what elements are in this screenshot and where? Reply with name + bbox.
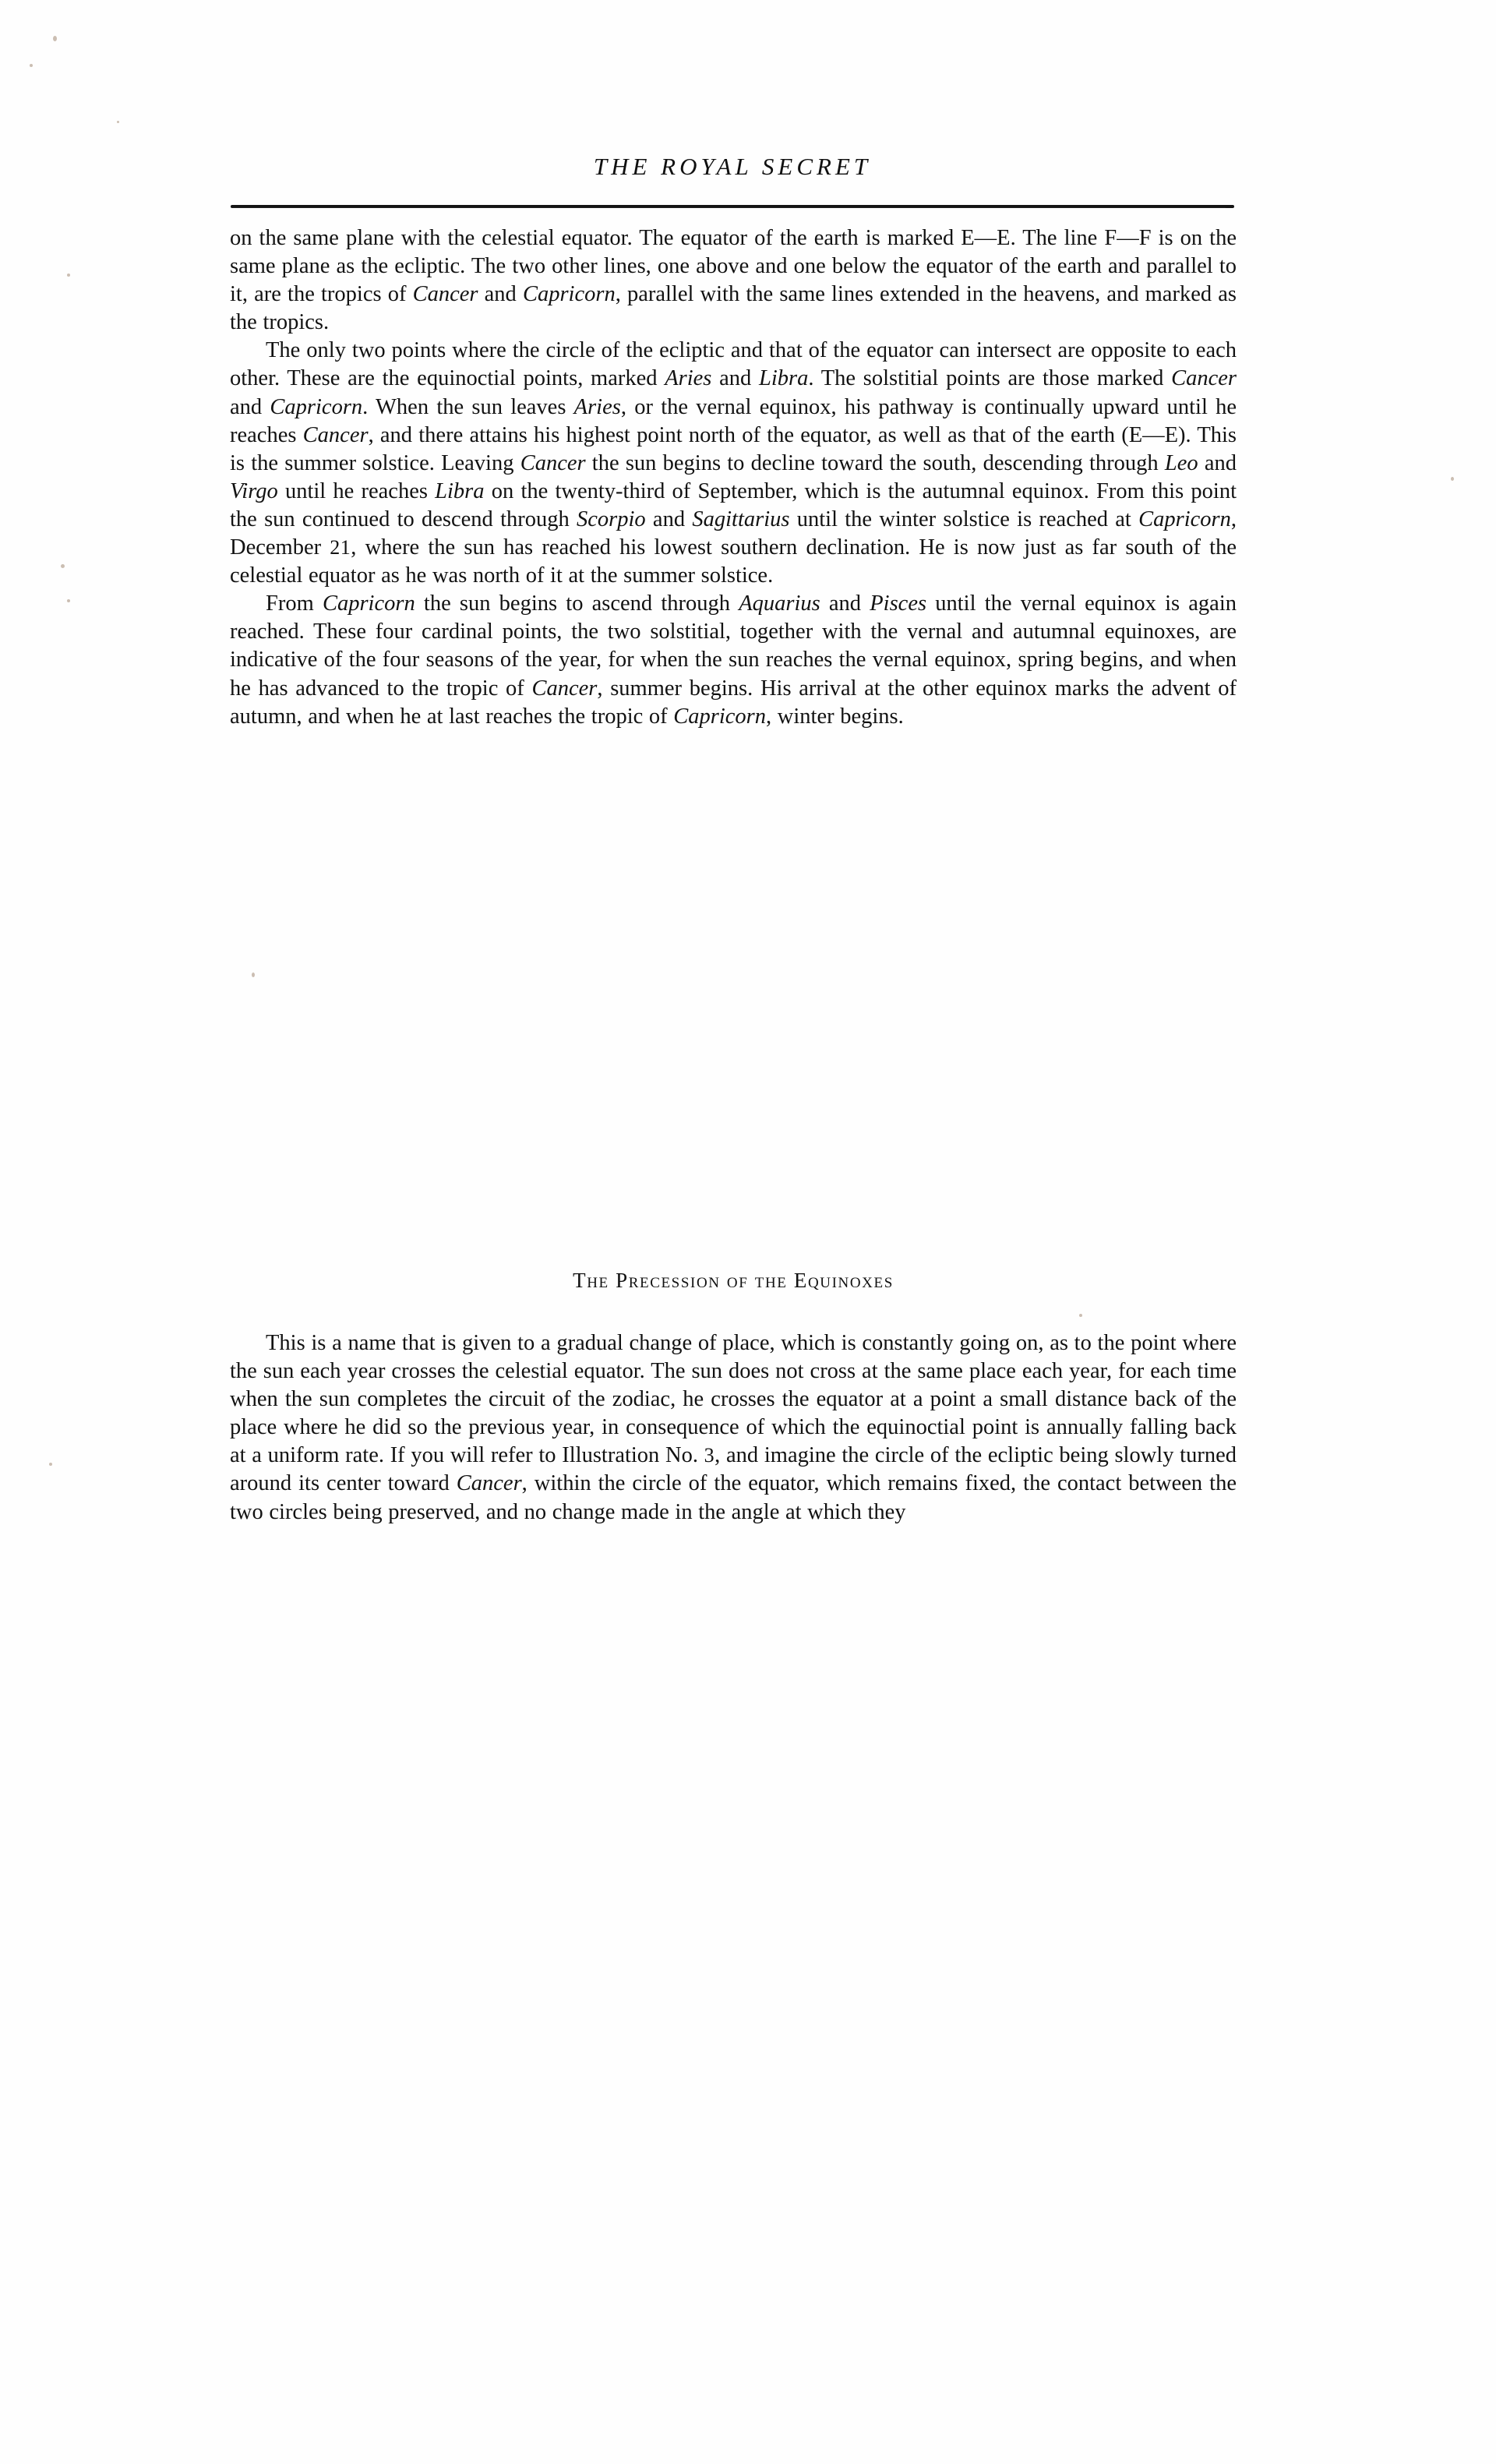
section-heading: The Precession of the Equinoxes: [573, 1269, 894, 1292]
scan-speck: [67, 274, 70, 277]
text-run: , and there attains his highest point north of the equator, as well as that of the earth (E—E). This is the summer solstice. Leaving: [230, 422, 1237, 475]
scan-speck: [252, 973, 255, 977]
italic-term: Pisces: [870, 591, 927, 616]
text-run: , within the circle of the equator, which remains fixed, the contact between the two circles being preserved, and no change made in the angle at which they: [230, 1471, 1237, 1524]
body-text-column-bottom: [230, 1329, 1237, 1527]
italic-term: Capricorn: [270, 394, 363, 419]
body-text-column-top: [230, 224, 1237, 731]
text-run: and: [478, 282, 523, 307]
italic-term: Libra: [435, 478, 485, 503]
italic-term: Sagittarius: [692, 507, 790, 531]
scan-speck: [117, 121, 119, 123]
text-run: until the vernal equinox is again reached. These four cardinal points, the two solstitial, together with the vernal and autumnal equinoxes, are indicative of the four seasons of the year, for when the sun reaches the vernal equinox, spring begins, and when he has advanced to the tropic of: [230, 591, 1237, 701]
italic-term: Aries: [573, 394, 621, 419]
text-run: , winter begins.: [766, 704, 904, 729]
text-run: and: [230, 394, 270, 419]
para-1: [230, 224, 1237, 337]
scan-speck: [49, 1463, 52, 1466]
text-run: on the twenty-third of September, which is the autumnal equinox. From this point the sun continued to descend through: [230, 478, 1237, 531]
italic-term: Aries: [665, 366, 712, 391]
scan-speck: [67, 599, 70, 602]
scan-speck: [1079, 1314, 1082, 1317]
italic-term: Cancer: [1171, 366, 1237, 391]
text-run: on the same plane with the celestial equator. The equator of the earth is marked E—E. The line F—F is on the same plane as the ecliptic. The two other lines, one above and one below the equator of the earth and parallel to it, are the tropics of: [230, 226, 1237, 307]
italic-term: Cancer: [412, 282, 478, 307]
text-run: and: [711, 366, 760, 391]
italic-term: Cancer: [531, 676, 598, 701]
oldstyle-numeral: 21: [330, 536, 351, 560]
italic-term: Virgo: [230, 478, 278, 503]
italic-term: Capricorn: [522, 282, 616, 307]
text-run: , December: [230, 507, 1237, 560]
text-run: and: [820, 591, 870, 616]
text-run: From: [266, 591, 323, 616]
text-run: . When the sun leaves: [362, 394, 574, 419]
text-run: and: [645, 507, 693, 531]
text-run: and: [1198, 450, 1237, 475]
text-run: the sun begins to decline toward the south, descending through: [585, 450, 1165, 475]
header-rule: [231, 205, 1234, 208]
text-run: , and imagine the circle of the ecliptic being slowly turned around its center toward: [230, 1443, 1237, 1496]
italic-term: Capricorn: [673, 704, 767, 729]
text-run: until he reaches: [277, 478, 436, 503]
text-run: . The solstitial points are those marked: [808, 366, 1172, 391]
italic-term: Aquarius: [739, 591, 820, 616]
scan-speck: [53, 36, 57, 41]
italic-term: Scorpio: [577, 507, 646, 531]
italic-term: Cancer: [302, 422, 369, 447]
para-2: [230, 337, 1237, 590]
text-run: until the winter solstice is reached at: [789, 507, 1139, 531]
running-head-title: THE ROYAL SECRET: [593, 153, 872, 180]
para-4: [230, 1329, 1237, 1527]
text-run: , where the sun has reached his lowest southern declination. He is now just as far south of the celestial equator as he was north of it at the summer solstice.: [230, 535, 1237, 588]
scan-speck: [30, 64, 33, 67]
text-run: This is a name that is given to a gradual change of place, which is constantly going on, as to the point where the sun each year crosses the celestial equator. The sun does not cross at the same place each year, for each time when the sun completes the circuit of the zodiac, he crosses the equator at a point a small distance back of the place where he did so the previous year, in consequence of which the equinoctial point is annually falling back at a uniform rate. If you will refer to Illustration No.: [230, 1331, 1237, 1468]
italic-term: Leo: [1164, 450, 1198, 475]
para-3: [230, 590, 1237, 730]
scan-speck: [61, 564, 65, 568]
italic-term: Libra: [759, 366, 809, 391]
text-run: the sun begins to ascend through: [415, 591, 739, 616]
oldstyle-numeral: 3: [704, 1444, 715, 1467]
italic-term: Capricorn: [1138, 507, 1231, 531]
scan-speck: [1451, 477, 1454, 481]
text-run: The only two points where the circle of the ecliptic and that of the equator can intersect are opposite to each other. These are the equinoctial points, marked: [230, 338, 1237, 391]
italic-term: Cancer: [456, 1471, 522, 1496]
text-run: , parallel with the same lines extended in the heavens, and marked as the tropics.: [230, 282, 1237, 335]
italic-term: Cancer: [520, 450, 586, 475]
text-run: , summer begins. His arrival at the other equinox marks the advent of autumn, and when he at last reaches the tropic of: [230, 676, 1237, 729]
text-run: , or the vernal equinox, his pathway is continually upward until he reaches: [230, 394, 1237, 447]
italic-term: Capricorn: [322, 591, 415, 616]
